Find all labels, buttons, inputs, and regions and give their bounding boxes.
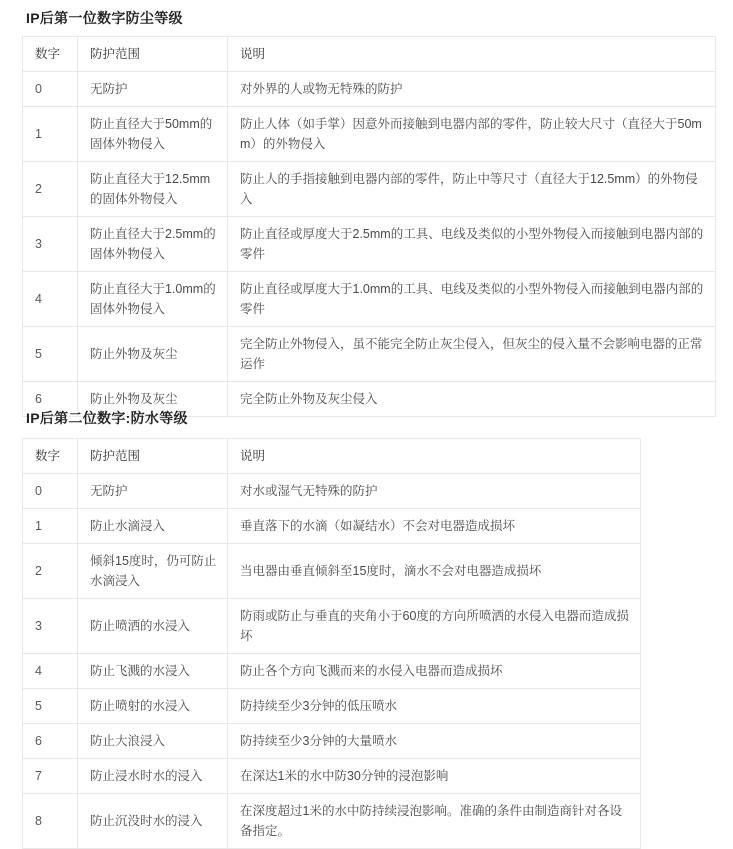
cell-description: 防止人体（如手掌）因意外而接触到电器内部的零件，防止较大尺寸（直径大于50mm）的外物侵入 (228, 107, 716, 162)
cell-description: 对外界的人或物无特殊的防护 (228, 72, 716, 107)
cell-scope: 防止浸水时水的浸入 (78, 759, 228, 794)
cell-scope: 防止飞溅的水浸入 (78, 654, 228, 689)
cell-number: 3 (23, 217, 78, 272)
column-header-description: 说明 (228, 439, 641, 474)
table-row (23, 654, 641, 689)
cell-description: 防止直径或厚度大于2.5mm的工具、电线及类似的小型外物侵入而接触到电器内部的零件 (228, 217, 716, 272)
table-row (23, 724, 641, 759)
column-header-scope: 防护范围 (78, 37, 228, 72)
cell-scope: 防止沉没时水的浸入 (78, 794, 228, 849)
cell-description: 防持续至少3分钟的低压喷水 (228, 689, 641, 724)
table-row (23, 72, 716, 107)
cell-scope: 无防护 (78, 474, 228, 509)
water-protection-table (22, 438, 641, 849)
table-row (23, 759, 641, 794)
column-header-number: 数字 (23, 439, 78, 474)
cell-number: 4 (23, 272, 78, 327)
cell-description: 在深达1米的水中防30分钟的浸泡影响 (228, 759, 641, 794)
cell-number: 6 (23, 382, 78, 417)
column-header-description: 说明 (228, 37, 716, 72)
cell-number: 1 (23, 107, 78, 162)
column-header-scope: 防护范围 (78, 439, 228, 474)
cell-description: 完全防止外物及灰尘侵入 (228, 382, 716, 417)
cell-number: 8 (23, 794, 78, 849)
cell-scope: 防止外物及灰尘 (78, 382, 228, 417)
cell-scope: 防止外物及灰尘 (78, 327, 228, 382)
cell-scope: 防止直径大于1.0mm的固体外物侵入 (78, 272, 228, 327)
cell-description: 防雨或防止与垂直的夹角小于60度的方向所喷洒的水侵入电器而造成损坏 (228, 599, 641, 654)
cell-description: 完全防止外物侵入，虽不能完全防止灰尘侵入，但灰尘的侵入量不会影响电器的正常运作 (228, 327, 716, 382)
page-title-dust-rating: IP后第一位数字防尘等级 (26, 10, 183, 26)
cell-number: 2 (23, 162, 78, 217)
cell-number: 3 (23, 599, 78, 654)
cell-number: 0 (23, 474, 78, 509)
column-header-number: 数字 (23, 37, 78, 72)
cell-number: 5 (23, 689, 78, 724)
page-title-water-rating: IP后第二位数字:防水等级 (26, 410, 188, 426)
dust-protection-table (22, 36, 716, 417)
cell-scope: 防止直径大于50mm的固体外物侵入 (78, 107, 228, 162)
table-row (23, 794, 641, 849)
table-row (23, 217, 716, 272)
cell-scope: 倾斜15度时，仍可防止水滴浸入 (78, 544, 228, 599)
table-row (23, 689, 641, 724)
cell-scope: 防止喷射的水浸入 (78, 689, 228, 724)
cell-description: 当电器由垂直倾斜至15度时，滴水不会对电器造成损坏 (228, 544, 641, 599)
table-row (23, 509, 641, 544)
table-row (23, 162, 716, 217)
cell-number: 5 (23, 327, 78, 382)
cell-description: 垂直落下的水滴（如凝结水）不会对电器造成损坏 (228, 509, 641, 544)
table-row (23, 599, 641, 654)
cell-number: 2 (23, 544, 78, 599)
cell-number: 1 (23, 509, 78, 544)
cell-number: 4 (23, 654, 78, 689)
cell-scope: 防止大浪浸入 (78, 724, 228, 759)
cell-scope: 防止水滴浸入 (78, 509, 228, 544)
cell-scope: 无防护 (78, 72, 228, 107)
cell-scope: 防止直径大于2.5mm的固体外物侵入 (78, 217, 228, 272)
cell-number: 7 (23, 759, 78, 794)
table-header-row (23, 439, 641, 474)
table-row (23, 107, 716, 162)
cell-description: 防止各个方向飞溅而来的水侵入电器而造成损坏 (228, 654, 641, 689)
table-row (23, 474, 641, 509)
cell-number: 6 (23, 724, 78, 759)
cell-description: 防止直径或厚度大于1.0mm的工具、电线及类似的小型外物侵入而接触到电器内部的零件 (228, 272, 716, 327)
table-row (23, 327, 716, 382)
table-row (23, 272, 716, 327)
table-header-row (23, 37, 716, 72)
cell-scope: 防止喷洒的水浸入 (78, 599, 228, 654)
cell-description: 防止人的手指接触到电器内部的零件，防止中等尺寸（直径大于12.5mm）的外物侵入 (228, 162, 716, 217)
table-row (23, 544, 641, 599)
cell-description: 防持续至少3分钟的大量喷水 (228, 724, 641, 759)
cell-number: 0 (23, 72, 78, 107)
cell-description: 在深度超过1米的水中防持续浸泡影响。准确的条件由制造商针对各设备指定。 (228, 794, 641, 849)
cell-scope: 防止直径大于12.5mm的固体外物侵入 (78, 162, 228, 217)
cell-description: 对水或湿气无特殊的防护 (228, 474, 641, 509)
